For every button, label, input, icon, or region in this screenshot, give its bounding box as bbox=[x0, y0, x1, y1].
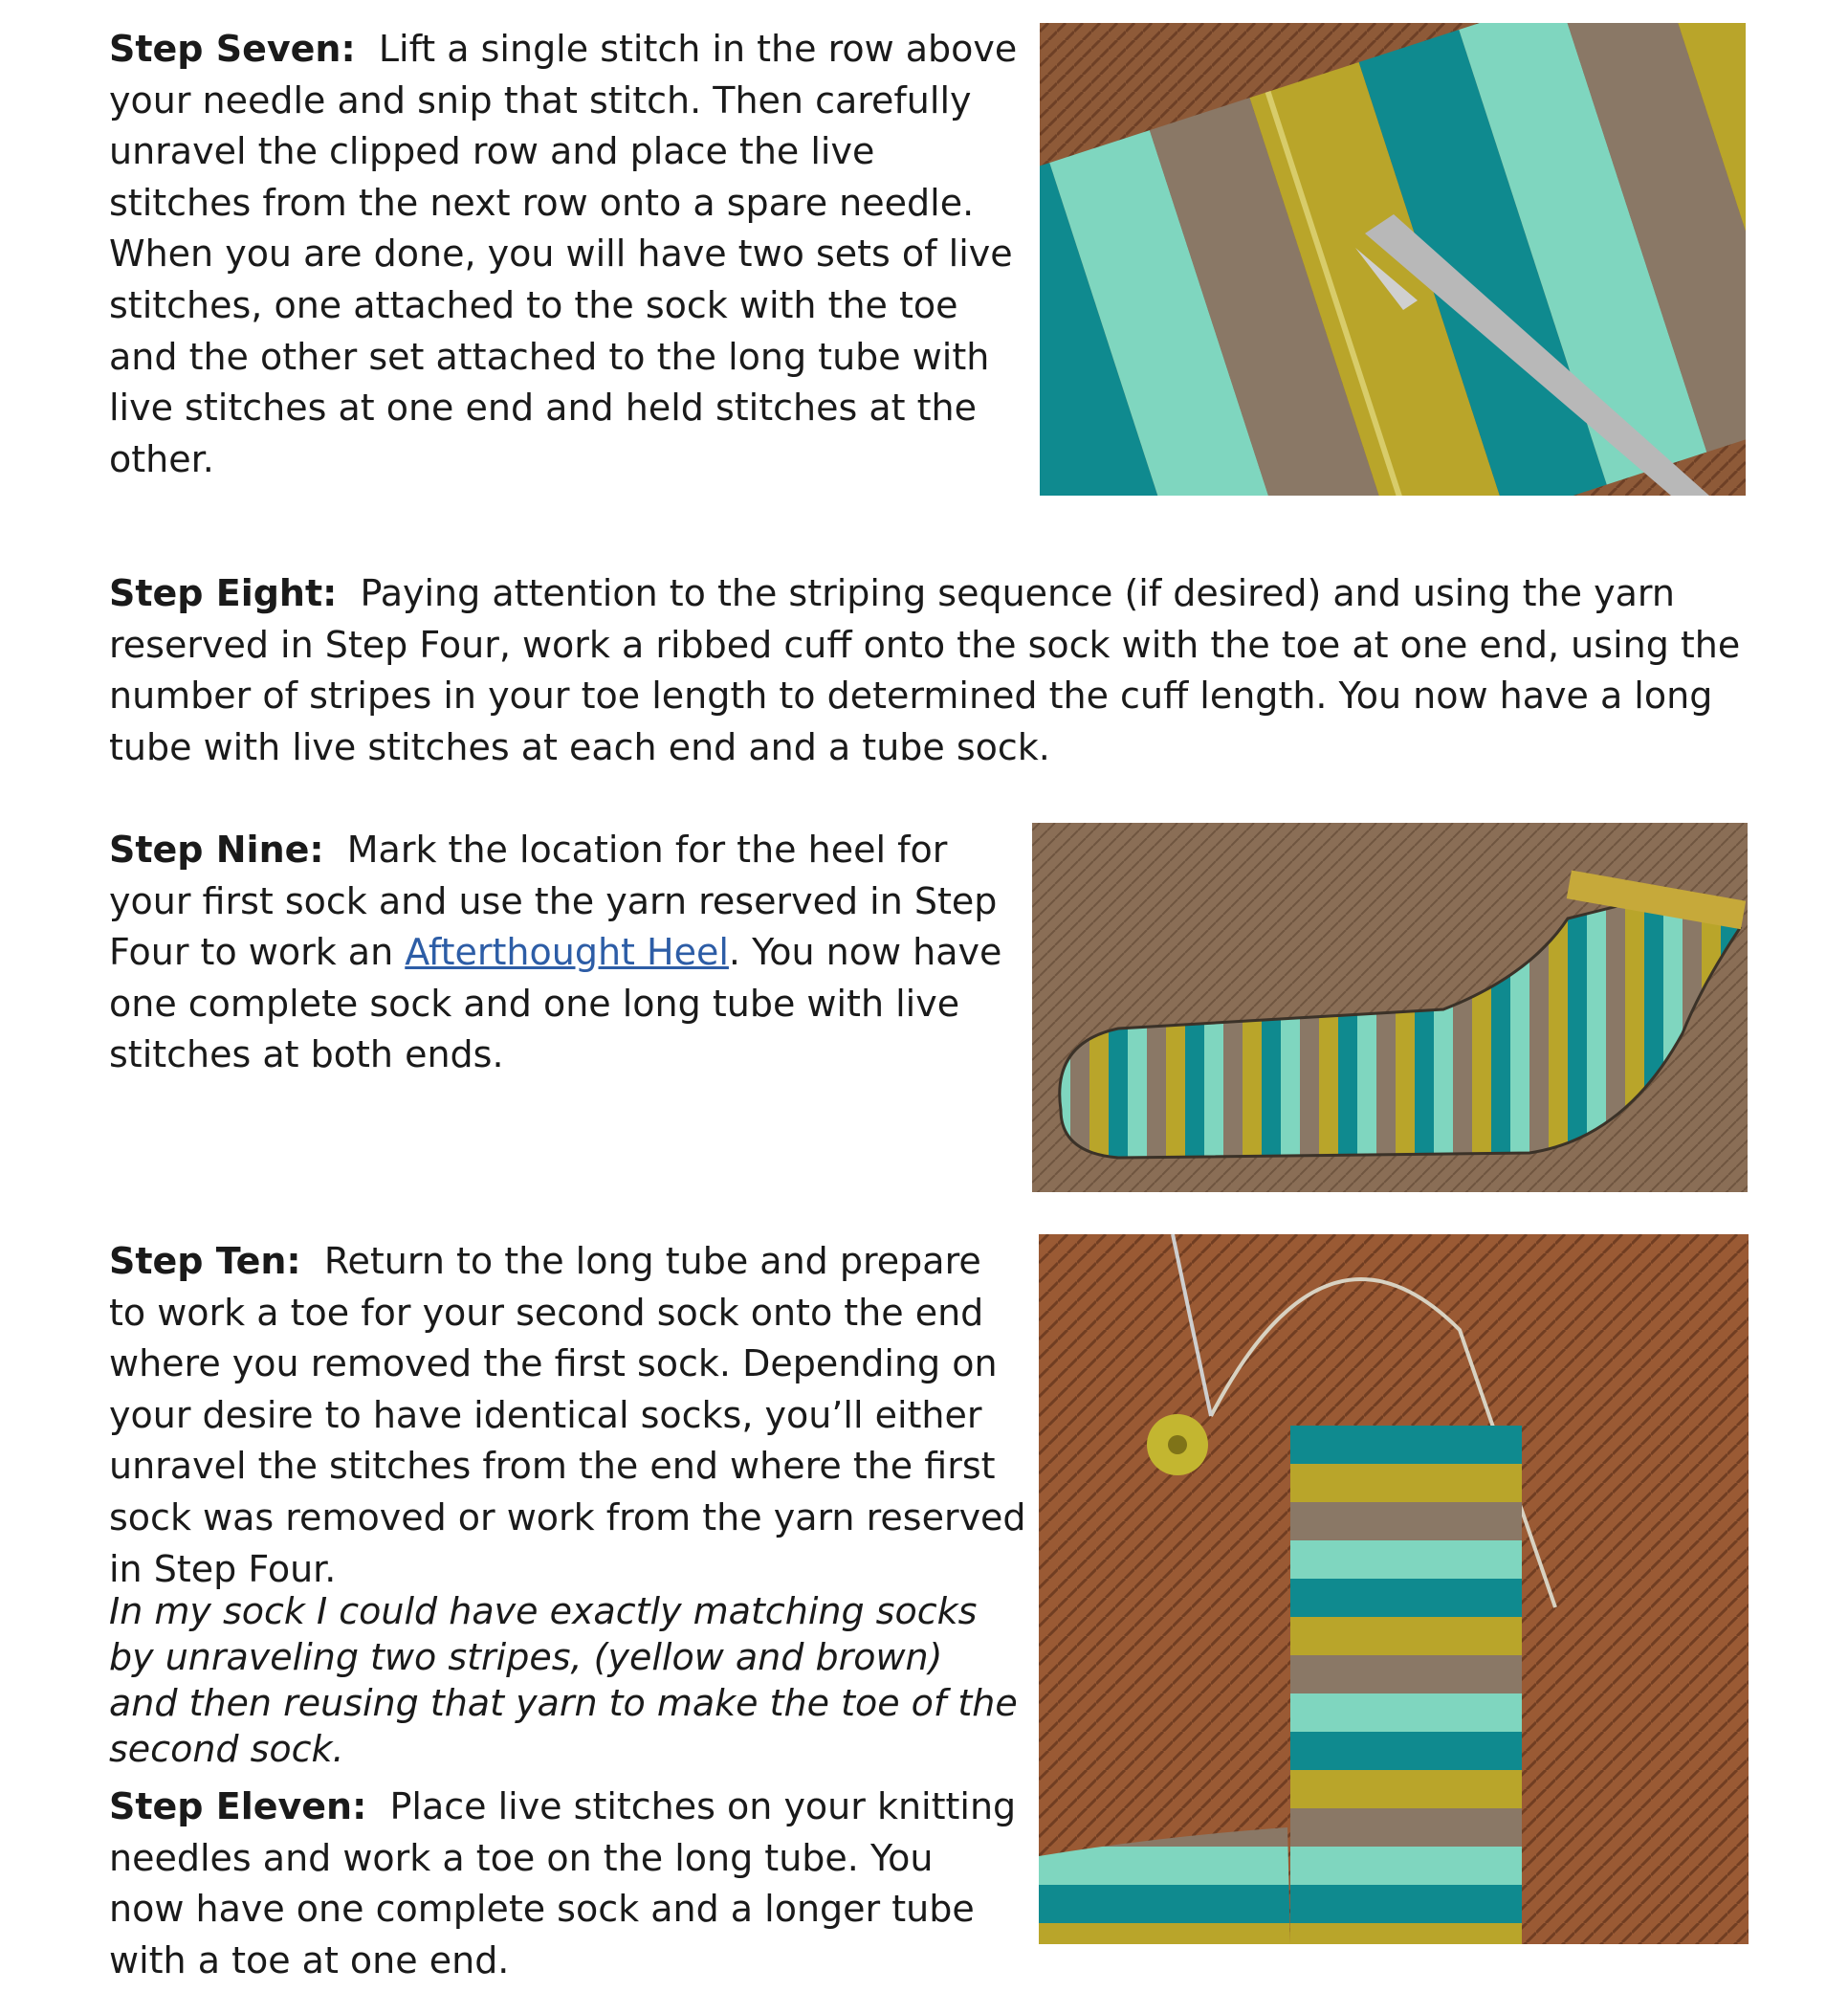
step-nine-body-after: . You now have one complete sock and one long tube with live stitches at both ends. bbox=[109, 931, 1002, 1076]
step-eleven-body: Place live stitches on your knitting needles and work a toe on the long tube. You now have one complete sock and a longer tube with a toe at one end. bbox=[109, 1785, 1017, 1981]
step-seven-heading: Step Seven: bbox=[109, 28, 356, 70]
afterthought-heel-link[interactable]: Afterthought Heel bbox=[405, 931, 729, 974]
photo-long-tube bbox=[1039, 1234, 1749, 1944]
step-nine-body-before: Mark the location for the heel for your first sock and use the yarn reserved in Step Four to work an bbox=[109, 829, 998, 974]
step-ten-heading: Step Ten: bbox=[109, 1240, 301, 1282]
step-eight-text bbox=[109, 568, 1754, 773]
photo-cutting-stitch bbox=[1040, 23, 1746, 496]
step-eleven-text bbox=[109, 1782, 1018, 1986]
step-eleven-heading: Step Eleven: bbox=[109, 1785, 367, 1827]
step-ten-body: Return to the long tube and prepare to work a toe for your second sock onto the end where you removed the first sock. Depending on your desire to have identical socks, you’ll either unravel the stitches from the end where the first sock was removed or work from the yarn reserved in Step Four. bbox=[109, 1240, 1026, 1590]
step-nine-heading: Step Nine: bbox=[109, 829, 324, 871]
step-seven-body: Lift a single stitch in the row above your needle and snip that stitch. Then carefully unravel the clipped row and place the live stitches from the next row onto a spare needle. When you are done, you will have two sets of live stitches, one attached to the sock with the toe and the other set attached to the long tube with live stitches at one end and held stitches at the other. bbox=[109, 28, 1018, 480]
step-eight-heading: Step Eight: bbox=[109, 572, 338, 614]
photo-finished-sock bbox=[1032, 823, 1748, 1192]
step-ten-text bbox=[109, 1236, 1027, 1595]
step-ten-note: In my sock I could have exactly matching socks by unraveling two stripes, (yellow and brown) and then reusing that yarn to make the toe of the second sock. bbox=[109, 1590, 1018, 1770]
step-nine-text bbox=[109, 825, 1018, 1081]
step-seven-text bbox=[109, 24, 1018, 485]
step-eight-body: Paying attention to the striping sequence (if desired) and using the yarn reserved in Step Four, work a ribbed cuff onto the sock with the toe at one end, using the number of stripes in your toe length to determined the cuff length. You now have a long tube with live stitches at each end and a tube sock. bbox=[109, 572, 1741, 768]
